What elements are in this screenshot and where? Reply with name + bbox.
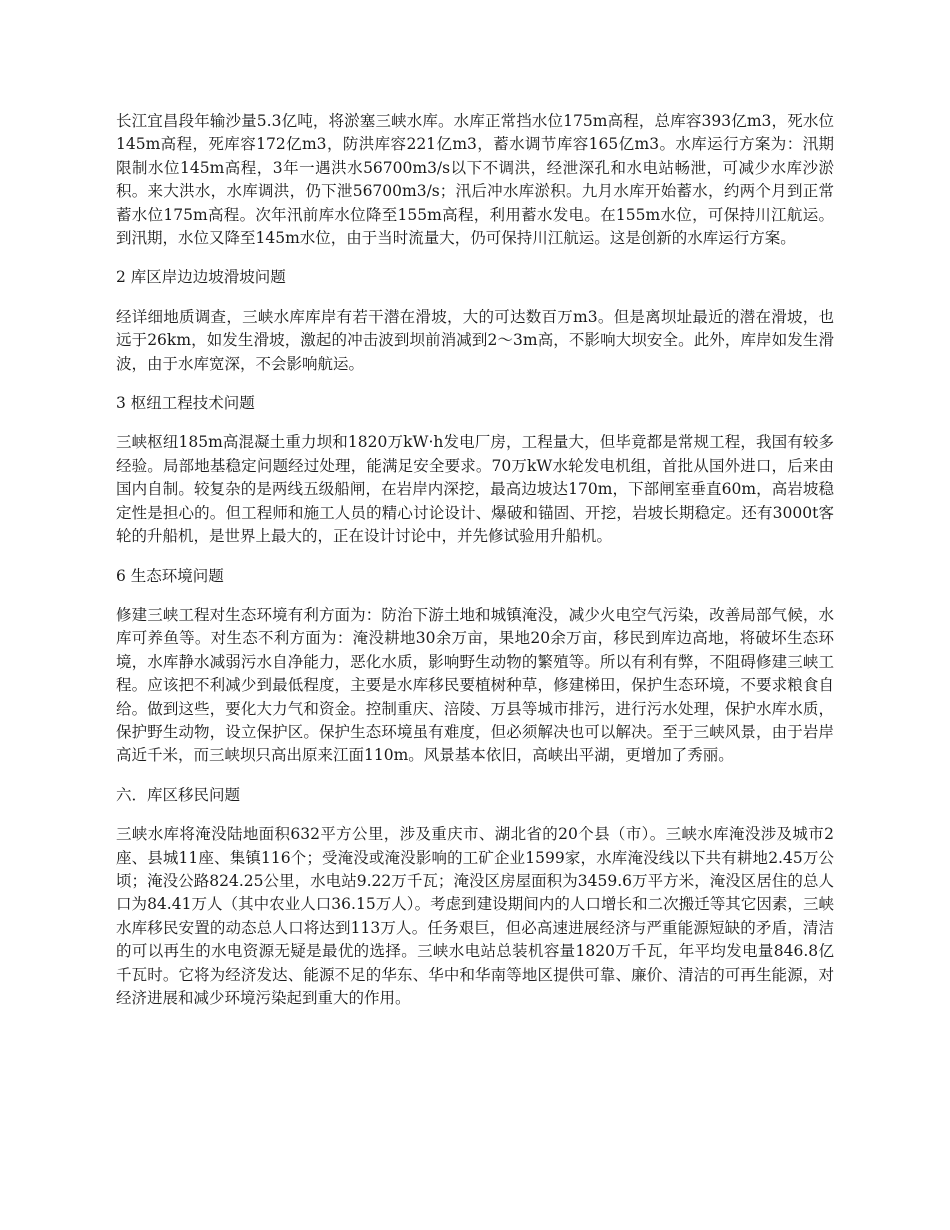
paragraph-engineering: 三峡枢纽185m高混凝土重力坝和1820万kW·h发电厂房，工程量大，但毕竟都是常规工程，我国有较多经验。局部地基稳定问题经过处理，能满足安全要求。70万kW水轮发电机组，首批从国外进口，后来由国内自制。较复杂的是两线五级船闸，在岩岸内深挖，最高边坡达170m，下部闸室垂直60m，高岩坡稳定性是担心的。但工程师和施工人员的精心讨论设计、爆破和锚固、开挖，岩坡长期稳定。还有3000t客轮的升船机，是世界上最大的，正在设计讨论中，并先修试验用升船机。 — [116, 433, 834, 546]
heading-landslide: 2 库区岸边边坡滑坡问题 — [116, 268, 286, 287]
paragraph-reservoir-operation: 长江宜昌段年输沙量5.3亿吨，将淤塞三峡水库。水库正常挡水位175m高程，总库容393亿m3，死水位145m高程，死库容172亿m3，防洪库容221亿m3，蓄水调节库容165亿m3。水库运行方案为：汛期限制水位145m高程，3年一遇洪水56700m3/s以下不调洪，经泄深孔和水电站畅泄，可减少水库沙淤积。来大洪水，水库调洪，仍下泄56700m3/s；汛后冲水库淤积。九月水库开始蓄水，约两个月到正常蓄水位175m高程。次年汛前库水位降至155m高程，利用蓄水发电。在155m水位，可保持川江航运。到汛期，水位又降至145m水位，由于当时流量大，仍可保持川江航运。这是创新的水库运行方案。 — [116, 112, 834, 248]
paragraph-ecology: 修建三峡工程对生态环境有利方面为：防治下游土地和城镇淹没，减少火电空气污染，改善局部气候，水库可养鱼等。对生态不利方面为：淹没耕地30余万亩，果地20余万亩，移民到库边高地，将破坏生态环境，水库静水减弱污水自净能力，恶化水质，影响野生动物的繁殖等。所以有利有弊，不阻碍修建三峡工程。应该把不利减少到最低程度，主要是水库移民要植树种草，修建梯田，保护生态环境，不要求粮食自给。做到这些，要化大力气和资金。控制重庆、涪陵、万县等城市排污，进行污水处理，保护水库水质，保护野生动物，设立保护区。保护生态环境虽有难度，但必须解决也可以解决。至于三峡风景，由于岩岸高近千米，而三峡坝只高出原来江面110m。风景基本依旧，高峡出平湖，更增加了秀丽。 — [116, 605, 834, 765]
heading-engineering: 3 枢纽工程技术问题 — [116, 394, 255, 413]
heading-resettlement: 六．库区移民问题 — [116, 785, 241, 804]
document-body — [116, 110, 834, 1026]
heading-ecology: 6 生态环境问题 — [116, 566, 224, 585]
paragraph-landslide: 经详细地质调查，三峡水库库岸有若干潜在滑坡，大的可达数百万m3。但是离坝址最近的潜在滑坡，也远于26km，如发生滑坡，激起的冲击波到坝前消减到2～3m高，不影响大坝安全。此外，库岸如发生滑波，由于水库宽深，不会影响航运。 — [116, 307, 834, 373]
paragraph-resettlement: 三峡水库将淹没陆地面积632平方公里，涉及重庆市、湖北省的20个县（市）。三峡水库淹没涉及城市2座、县城11座、集镇116个；受淹没或淹没影响的工矿企业1599家，水库淹没线以下共有耕地2.45万公顷；淹没公路824.25公里，水电站9.22万千瓦；淹没区房屋面积为3459.6万平方米，淹没区居住的总人口为84.41万人（其中农业人口36.15万人）。考虑到建设期间内的人口增长和二次搬迁等其它因素，三峡水库移民安置的动态总人口将达到113万人。任务艰巨，但必高速进展经济与严重能源短缺的矛盾，清洁的可以再生的水电资源无疑是最优的选择。三峡水电站总装机容量1820万千瓦，年平均发电量846.8亿千瓦时。它将为经济发达、能源不足的华东、华中和华南等地区提供可靠、廉价、清洁的可再生能源，对经济进展和减少环境污染起到重大的作用。 — [116, 825, 834, 1007]
